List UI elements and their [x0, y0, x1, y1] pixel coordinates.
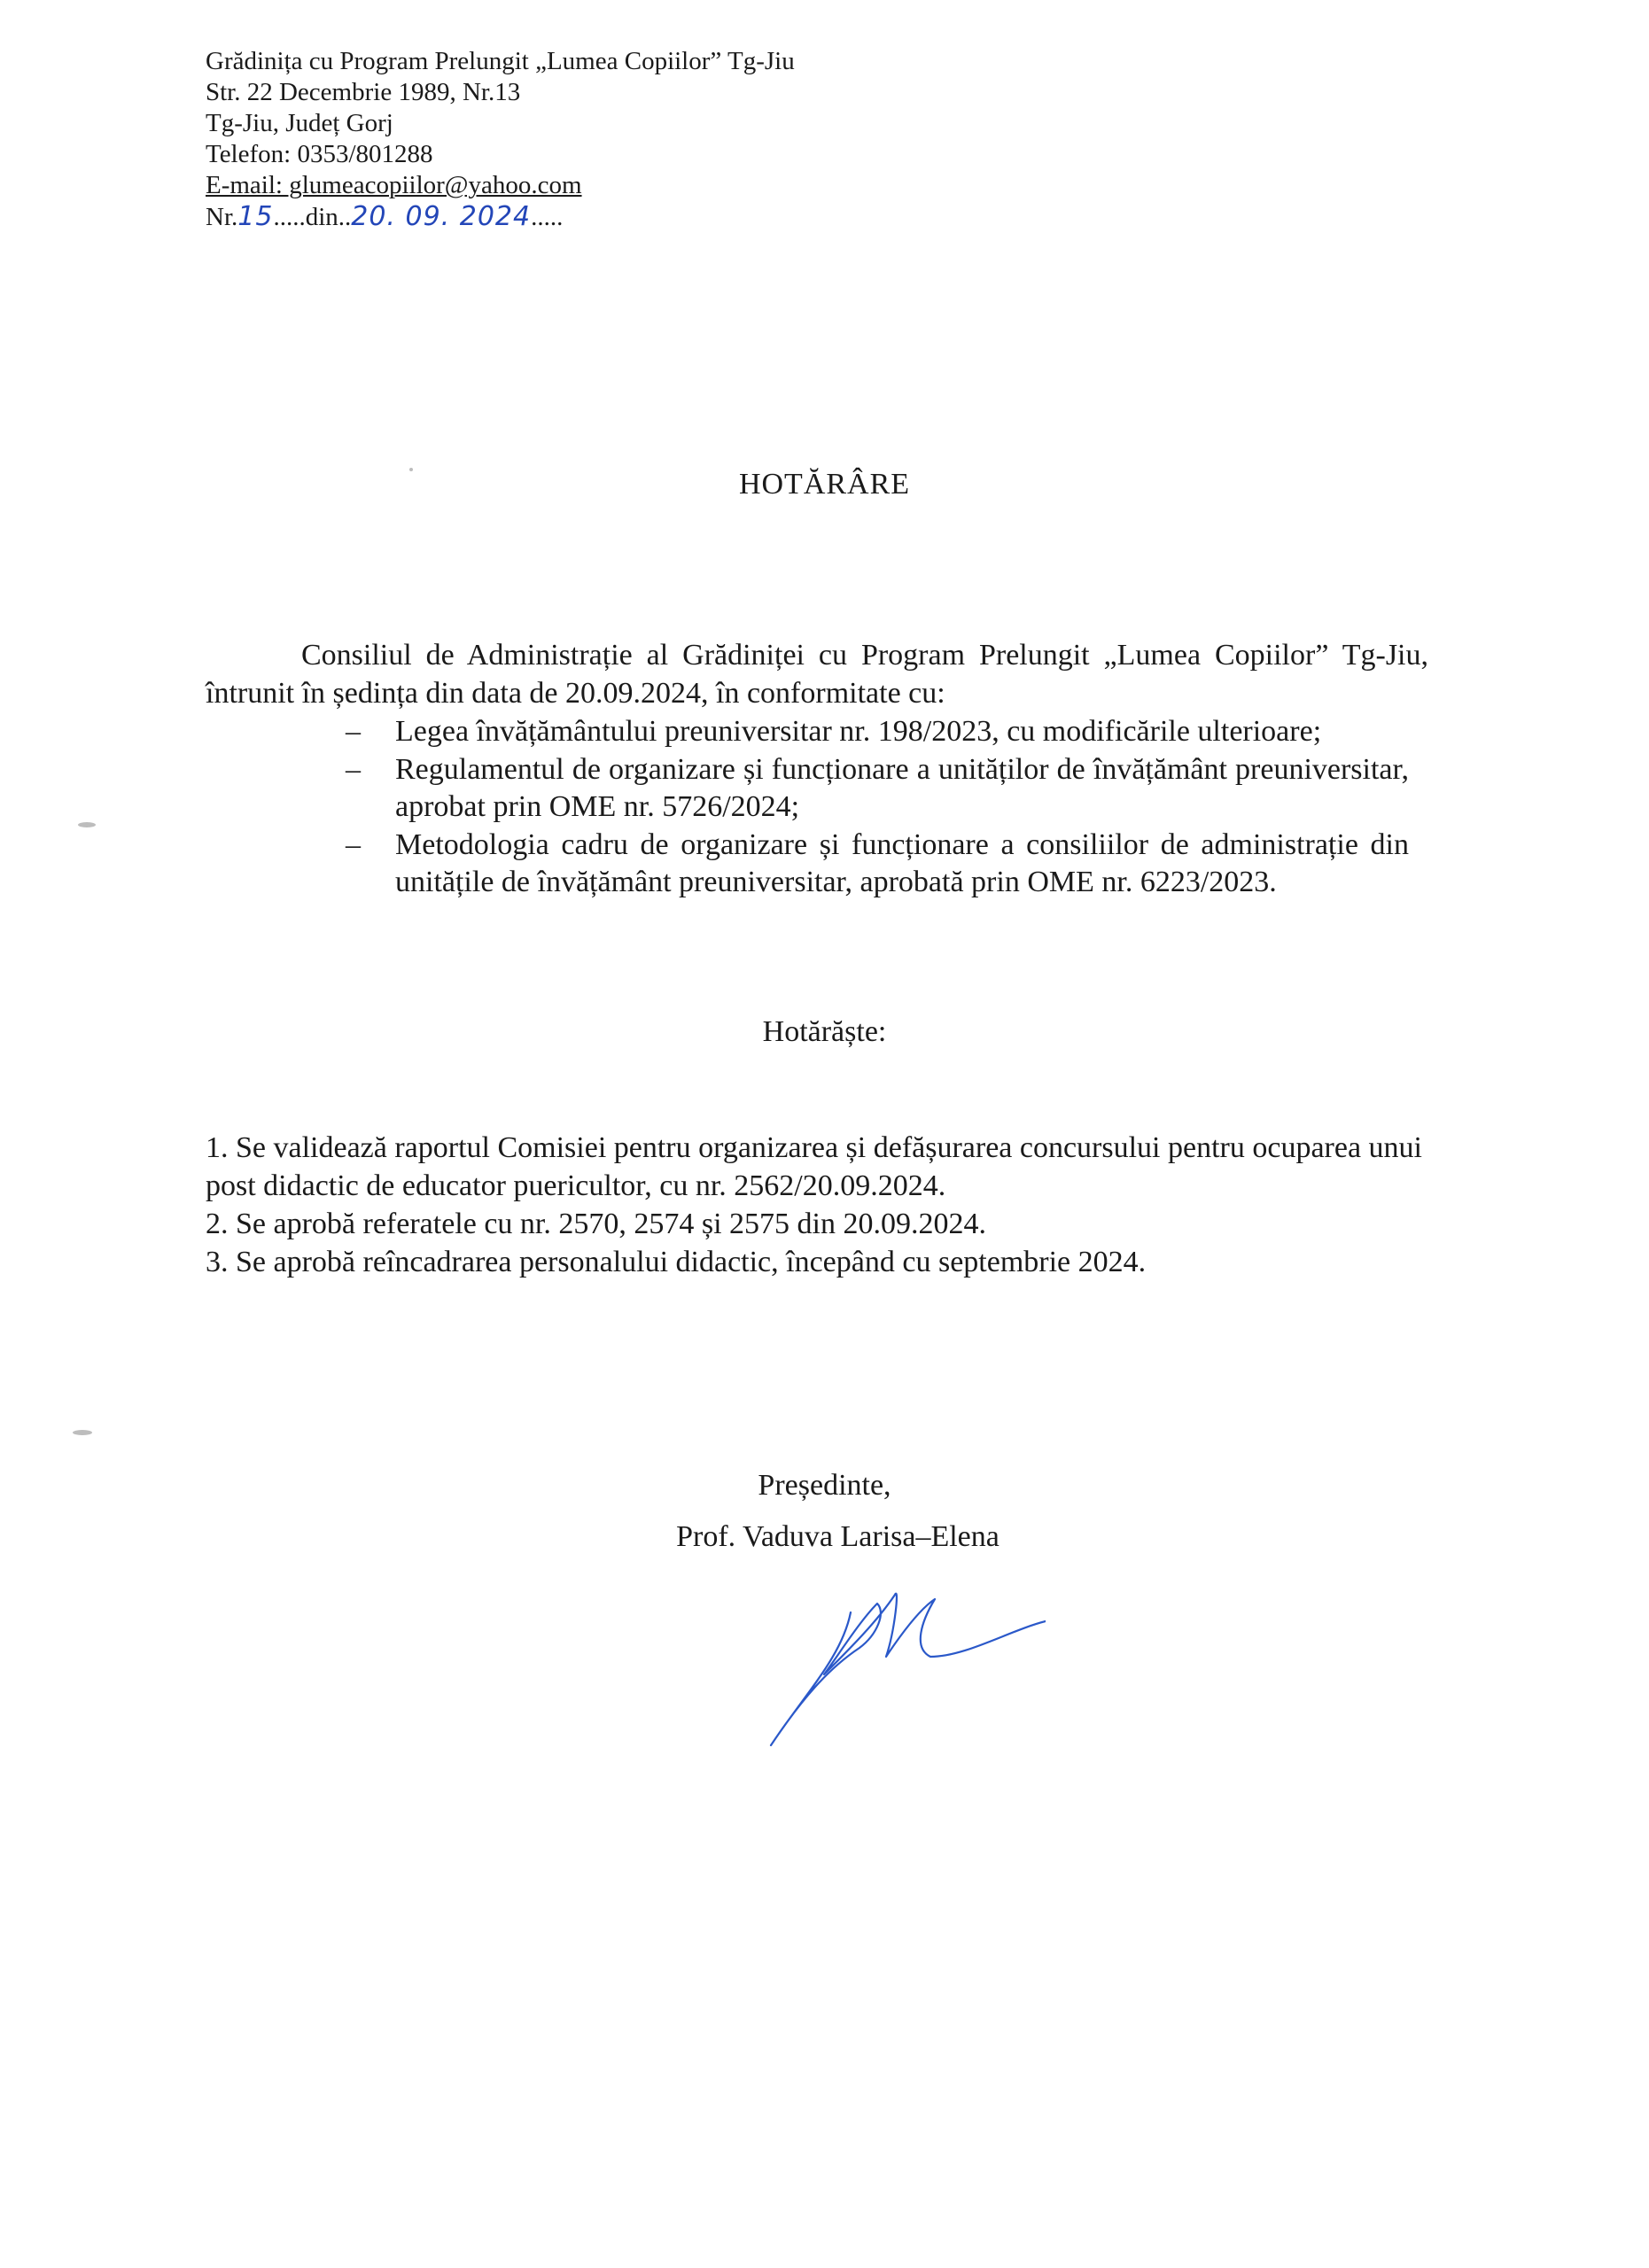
- list-item-text: Regulamentul de organizare și funcționare a unităților de învățământ preuniversitar, aprobat prin OME nr. 5726/2024;: [395, 753, 1409, 823]
- list-item: [346, 713, 1409, 750]
- scan-artifact: [78, 822, 96, 827]
- signature-block: [0, 1460, 1649, 1563]
- street-address: Str. 22 Decembrie 1989, Nr.13: [206, 78, 521, 106]
- list-item-text: Metodologia cadru de organizare și funcționare a consiliilor de administrație din unitățile de învățământ preuniversitar, aprobată prin OME nr. 6223/2023.: [395, 828, 1409, 898]
- reg-date-handwritten: 20. 09. 2024: [351, 201, 532, 232]
- bullet-marker: –: [346, 828, 361, 861]
- reg-dots: .....: [273, 203, 306, 231]
- scan-artifact: [409, 468, 413, 471]
- phone-number: Telefon: 0353/801288: [206, 140, 433, 168]
- legal-basis-list: [346, 713, 1409, 902]
- reg-din-label: din: [305, 203, 338, 231]
- decision-points: [206, 1129, 1446, 1281]
- intro-paragraph: Consiliul de Administrație al Grădiniței cu Program Prelungit „Lumea Copiilor” Tg-Jiu, întrunit în ședința din data de 20.09.2024, în conformitate cu:: [206, 639, 1428, 710]
- handwritten-signature: [753, 1559, 1046, 1763]
- decision-point: 2. Se aprobă referatele cu nr. 2570, 2574 și 2575 din 20.09.2024.: [206, 1208, 986, 1240]
- reg-prefix: Nr.: [206, 203, 238, 231]
- scan-artifact: [73, 1430, 92, 1435]
- email-address: E-mail: glumeacopiilor@yahoo.com: [206, 171, 582, 199]
- list-item: [346, 827, 1409, 901]
- list-item: [346, 751, 1409, 826]
- institution-name: Grădinița cu Program Prelungit „Lumea Copiilor” Tg-Jiu: [206, 47, 795, 75]
- registration-line: [206, 201, 795, 233]
- document-title: HOTĂRÂRE: [738, 468, 911, 501]
- city-address: Tg-Jiu, Județ Gorj: [206, 109, 393, 137]
- decides-heading: Hotărăște:: [762, 1015, 887, 1048]
- reg-number-handwritten: 15: [237, 201, 274, 232]
- list-item-text: Legea învățământului preuniversitar nr. 198/2023, cu modificările ulterioare;: [395, 715, 1322, 748]
- reg-dots: ..: [338, 203, 352, 231]
- reg-dots: .....: [531, 203, 564, 231]
- decision-point: 1. Se validează raportul Comisiei pentru organizarea și defășurarea concursului pentru ocuparea unui post didactic de educator puericultor, cu nr. 2562/20.09.2024.: [206, 1131, 1422, 1202]
- signatory-name: Prof. Vaduva Larisa–Elena: [676, 1520, 1000, 1553]
- bullet-marker: –: [346, 715, 361, 748]
- bullet-marker: –: [346, 753, 361, 786]
- letterhead: [206, 46, 795, 233]
- signatory-role: Președinte,: [758, 1469, 891, 1502]
- decision-point: 3. Se aprobă reîncadrarea personalului didactic, începând cu septembrie 2024.: [206, 1246, 1147, 1278]
